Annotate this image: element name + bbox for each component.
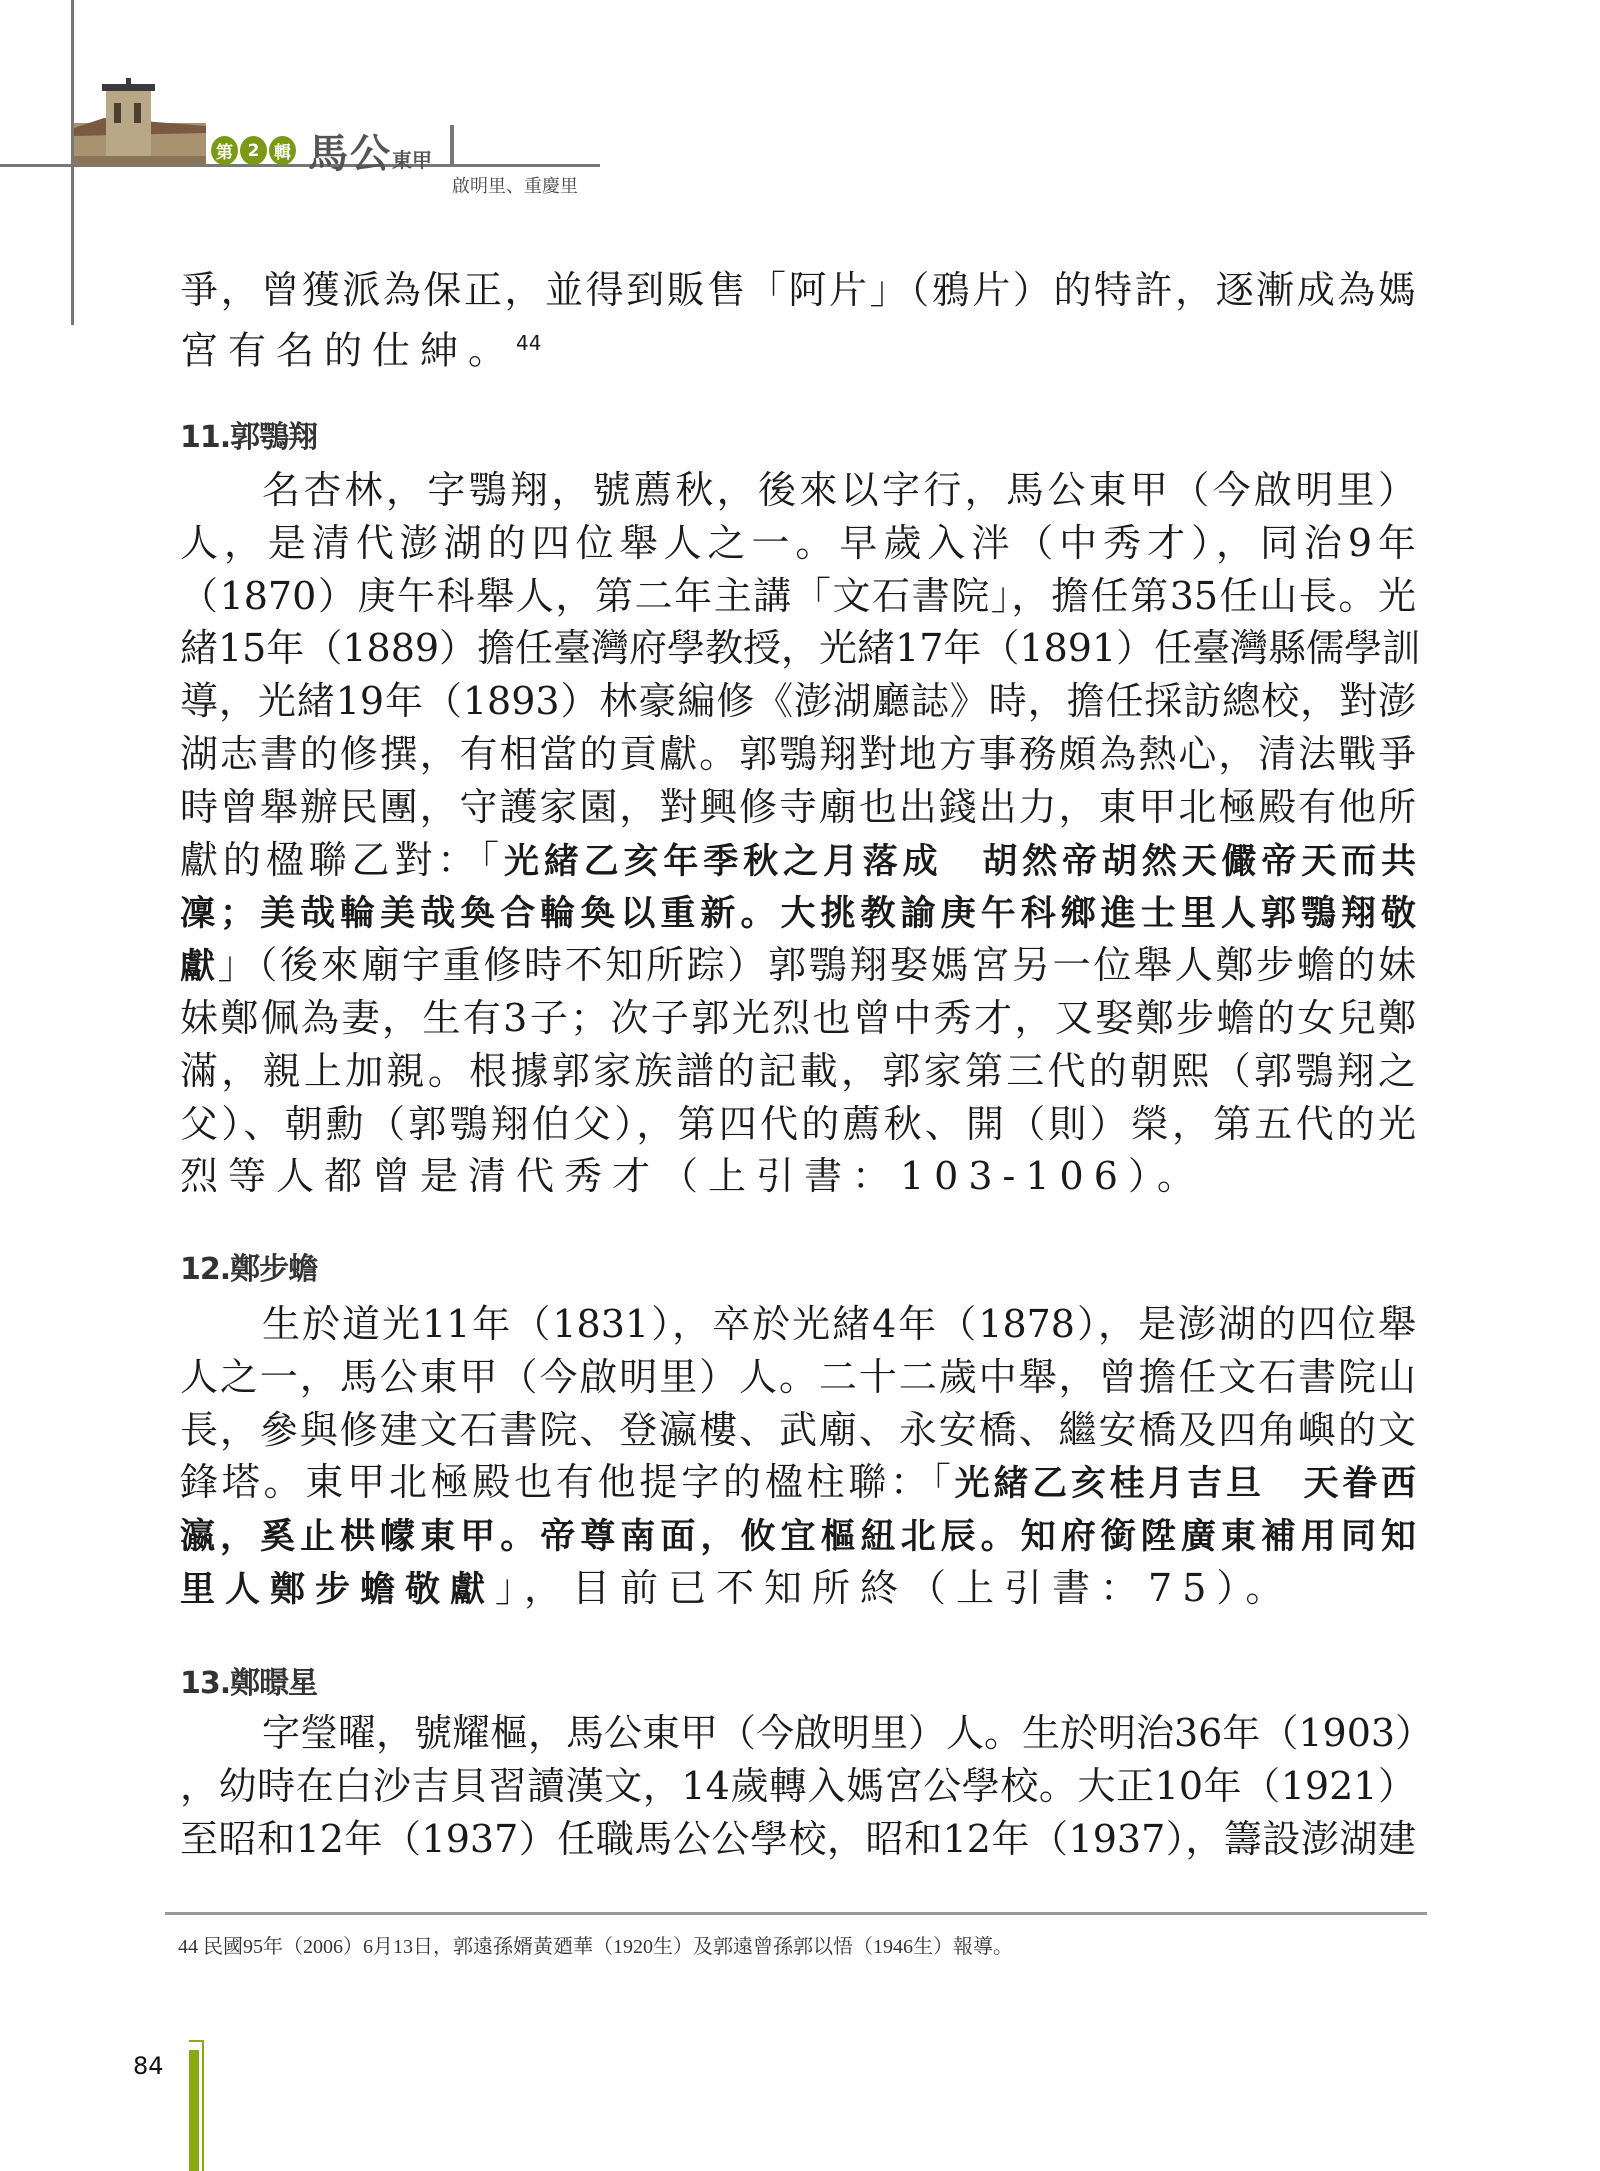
- badge-char: 第: [211, 136, 238, 165]
- inscription-text: 凜；美哉輪美哉奐合輪奐以重新。大挑教諭庚午科鄉進士里人郭鶚翔敬: [180, 894, 1416, 935]
- body-text: 人之一，馬公東甲（今啟明里）人。二十二歲中舉，曾擔任文石書院山: [180, 1354, 1416, 1399]
- text-line: [180, 834, 1416, 887]
- body-text: 滿，親上加親。根據郭家族譜的記載，郭家第三代的朝熙（郭鶚翔之: [180, 1048, 1416, 1093]
- series-title-small: 東甲: [392, 148, 432, 172]
- volume-badge: [211, 136, 296, 165]
- badge-char: 輯: [269, 136, 296, 165]
- text-line: [180, 886, 1416, 939]
- text-line: [180, 1098, 1416, 1151]
- inscription-text: 光緒乙亥年季秋之月落成 胡然帝胡然天儼帝天而共: [503, 841, 1416, 882]
- body-text: 字瑩曜，號耀樞，馬公東甲（今啟明里）人。生於明治36年（1903）: [262, 1711, 1434, 1755]
- inscription-text: 獻: [180, 947, 218, 988]
- building-photo-icon: [74, 78, 206, 165]
- body-text: 人，是清代澎湖的四位舉人之一。早歲入泮（中秀才），同治9年: [180, 520, 1416, 565]
- text-line: [180, 622, 1421, 675]
- text-line: [180, 1813, 1416, 1866]
- body-text: 」，目前已不知所終（上引書：75）。: [495, 1565, 1294, 1610]
- section-heading-11: 11.郭鶚翔: [180, 420, 318, 455]
- body-text: 妹鄭佩為妻，生有3子；次子郭光烈也曾中秀才，又娶鄭步蟾的女兒鄭: [180, 995, 1416, 1040]
- body-text: （1870）庚午科舉人，第二年主講「文石書院」，擔任第35任山長。光: [180, 573, 1416, 618]
- text-line: [180, 317, 1416, 373]
- text-line: [180, 1045, 1416, 1098]
- body-text: 」（後來廟宇重修時不知所踪）郭鶚翔娶媽宮另一位舉人鄭步蟾的妹: [217, 943, 1416, 988]
- body-text: 生於道光11年（1831），卒於光緒4年（1878），是澎湖的四位舉: [262, 1302, 1416, 1346]
- text-line: [180, 992, 1416, 1045]
- text-line: [180, 1351, 1416, 1404]
- body-text: 導，光緒19年（1893）林豪編修《澎湖廳誌》時，擔任採訪總校，對澎: [180, 679, 1416, 724]
- body-text: 長，參與修建文石書院、登瀛樓、武廟、永安橋、繼安橋及四角嶼的文: [180, 1407, 1416, 1452]
- series-title-main: 馬公: [308, 130, 392, 177]
- text-line: [180, 264, 1416, 317]
- text-line: [180, 728, 1416, 781]
- text-line: [180, 1150, 1416, 1203]
- page-accent-line: [202, 2040, 204, 2171]
- page-accent-bar: [189, 2050, 199, 2171]
- footnote-divider: [165, 1912, 1427, 1915]
- text-line: [180, 517, 1416, 570]
- text-line: [180, 781, 1416, 834]
- body-text: 湖志書的修撰，有相當的貢獻。郭鶚翔對地方事務頗為熱心，清法戰爭: [180, 731, 1416, 776]
- section-heading-13: 13.鄭暻星: [180, 1666, 318, 1701]
- paragraph-13: [180, 1707, 1434, 1865]
- body-text: 爭，曾獲派為保正，並得到販售「阿片」（鴉片）的特許，逐漸成為媽: [180, 268, 1416, 312]
- body-text: 至昭和12年（1937）任職馬公公學校，昭和12年（1937），籌設澎湖建: [180, 1816, 1416, 1861]
- text-line: [180, 570, 1416, 623]
- text-line: [180, 1707, 1434, 1760]
- page-number: 84: [133, 2052, 164, 2080]
- body-text: 鋒塔。東甲北極殿也有他提字的楹柱聯：「: [180, 1460, 955, 1505]
- chapter-subtitle: 啟明里、重慶里: [452, 176, 578, 197]
- body-text: 烈等人都曾是清代秀才（上引書：103-106）。: [180, 1154, 1205, 1199]
- inscription-text: 里人鄭步蟾敬獻: [180, 1569, 496, 1610]
- text-line: [180, 1760, 1416, 1813]
- text-line: [180, 1404, 1416, 1457]
- badge-number: 2: [240, 136, 267, 165]
- body-text: 時曾舉辦民團，守護家園，對興修寺廟也出錢出力，東甲北極殿有他所: [180, 784, 1416, 829]
- text-line: [180, 1456, 1416, 1509]
- intro-paragraph: [180, 264, 1416, 373]
- paragraph-12: [180, 1298, 1416, 1615]
- body-text: 父）、朝勳（郭鶚翔伯父），第四代的薦秋、開（則）榮，第五代的光: [180, 1101, 1416, 1146]
- body-text: 獻的楹聯乙對：「: [180, 837, 504, 882]
- text-line: [180, 1298, 1416, 1351]
- text-line: [180, 939, 1416, 992]
- body-text: 名杏林，字鶚翔，號薦秋，後來以字行，馬公東甲（今啟明里）: [262, 468, 1416, 512]
- section-heading-12: 12.鄭步蟾: [180, 1252, 318, 1287]
- body-text: ，幼時在白沙吉貝習讀漢文，14歲轉入媽宮公學校。大正10年（1921）: [180, 1763, 1416, 1808]
- inscription-text: 瀛，奚止栱幪東甲。帝尊南面，攸宜樞紐北辰。知府銜陞廣東補用同知: [180, 1517, 1416, 1558]
- body-text: 宮有名的仕紳。: [180, 328, 517, 373]
- text-line: [180, 1509, 1416, 1562]
- footnote-44: 44 民國95年（2006）6月13日，郭遠孫婿黃廼華（1920生）及郭遠曾孫郭以悟（1946生）報導。: [178, 1936, 1013, 1958]
- body-text: 緒15年（1889）擔任臺灣府學教授，光緒17年（1891）任臺灣縣儒學訓: [180, 626, 1421, 671]
- inscription-text: 光緒乙亥桂月吉旦 天眷西: [954, 1464, 1416, 1505]
- paragraph-11: [180, 464, 1421, 1203]
- text-line: [180, 464, 1416, 517]
- footnote-ref: 44: [516, 330, 542, 355]
- text-line: [180, 675, 1416, 728]
- text-line: [180, 1562, 1416, 1615]
- series-title: [308, 122, 432, 179]
- title-bar-divider: [450, 125, 454, 165]
